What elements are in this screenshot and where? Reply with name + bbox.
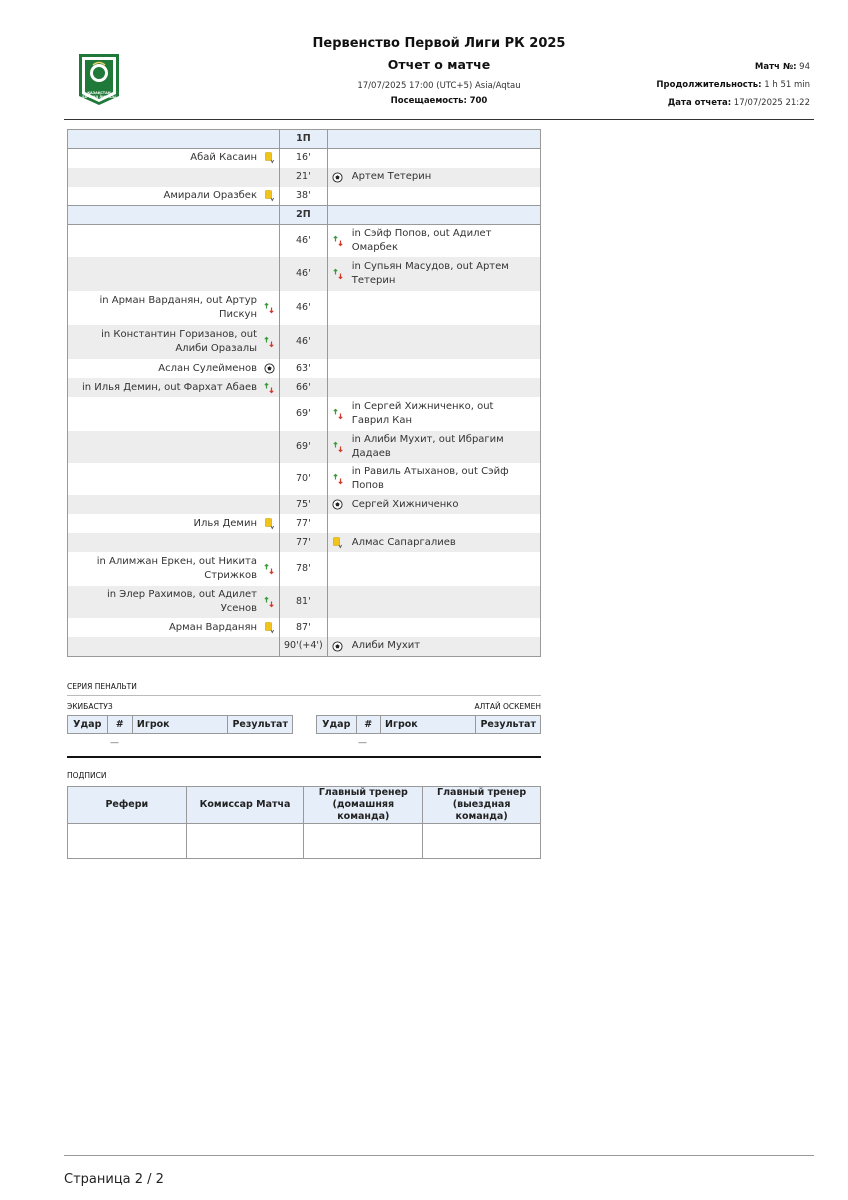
half-home-cell — [68, 130, 280, 149]
event-home-cell — [68, 463, 280, 495]
event-row — [68, 187, 541, 206]
event-away-text: in Сергей Хижниченко, out Гаврил Кан — [351, 401, 494, 426]
sign-col-commissioner: Комиссар Матча — [186, 787, 304, 824]
event-home-cell — [68, 431, 280, 463]
goal-icon — [332, 640, 344, 652]
substitution-icon — [263, 563, 275, 575]
pen-col-result: Результат — [476, 716, 541, 734]
event-row — [68, 637, 541, 656]
event-home-text: in Константин Горизанов, out Алиби Оразалы — [101, 329, 257, 354]
event-home-cell — [68, 533, 280, 552]
sign-col-referee: Рефери — [68, 787, 187, 824]
event-minute: 66' — [280, 378, 328, 397]
event-away-cell — [327, 533, 540, 552]
match-duration: Продолжительность: 1 h 51 min — [656, 80, 810, 90]
match-events-table — [67, 129, 541, 657]
event-minute: 70' — [280, 463, 328, 495]
event-home-cell — [68, 168, 280, 187]
event-minute: 38' — [280, 187, 328, 206]
event-row — [68, 397, 541, 431]
event-away-cell — [327, 397, 540, 431]
penalty-away-empty: — — [358, 738, 367, 748]
event-row — [68, 325, 541, 359]
half-label: 2П — [280, 206, 328, 225]
substitution-icon — [263, 336, 275, 348]
event-row — [68, 378, 541, 397]
event-away-text: Артем Тетерин — [351, 171, 432, 182]
event-row — [68, 586, 541, 618]
event-away-cell — [327, 495, 540, 514]
match-meta — [656, 62, 810, 116]
goal-icon — [332, 171, 344, 183]
event-home-cell — [68, 325, 280, 359]
pen-col-number: # — [356, 716, 381, 734]
sign-col-away-coach: Главный тренер (выездная команда) — [423, 787, 541, 824]
page-number: Страница 2 / 2 — [64, 1172, 164, 1187]
penalty-home-team: ЭКИБАСТУЗ — [67, 702, 113, 711]
event-minute: 77' — [280, 514, 328, 533]
event-home-text: in Элер Рахимов, out Адилет Усенов — [106, 589, 257, 614]
event-home-text: in Алимжан Еркен, out Никита Стрижков — [96, 556, 257, 581]
event-home-text: in Илья Демин, out Фархат Абаев — [81, 381, 257, 393]
logo-text-line2: БІРІНШІ ЛИГАСЫ — [82, 95, 116, 99]
substitution-icon — [332, 268, 344, 280]
section-divider — [67, 756, 541, 758]
event-home-cell — [68, 291, 280, 325]
event-row — [68, 291, 541, 325]
event-away-cell — [327, 463, 540, 495]
report-date: Дата отчета: 17/07/2025 21:22 — [667, 98, 810, 108]
signatures-section-title: ПОДПИСИ — [67, 771, 107, 780]
substitution-icon — [332, 473, 344, 485]
match-number: Матч №: 94 — [754, 62, 810, 72]
event-row — [68, 149, 541, 168]
event-home-cell — [68, 225, 280, 258]
event-row — [68, 495, 541, 514]
event-away-cell — [327, 552, 540, 586]
report-header — [64, 0, 814, 120]
substitution-icon — [332, 408, 344, 420]
attendance-value: 700 — [469, 96, 488, 106]
pen-col-player: Игрок — [132, 716, 228, 734]
sign-cell-referee — [68, 824, 187, 859]
event-away-text: in Супьян Масудов, out Артем Тетерин — [351, 261, 509, 286]
event-away-cell — [327, 291, 540, 325]
attendance-label: Посещаемость: — [390, 96, 467, 106]
event-minute: 63' — [280, 359, 328, 378]
report-subtitle: Отчет о матче — [387, 57, 491, 72]
event-home-cell — [68, 257, 280, 291]
event-away-text: in Равиль Атыханов, out Сэйф Попов — [351, 466, 509, 491]
penalty-home-empty: — — [110, 738, 119, 748]
event-home-text: Илья Демин — [193, 517, 257, 529]
match-datetime: 17/07/2025 17:00 (UTC+5) Asia/Aqtau — [357, 81, 521, 91]
pen-col-player: Игрок — [381, 716, 476, 734]
event-home-cell — [68, 359, 280, 378]
event-away-cell — [327, 586, 540, 618]
event-home-text: in Арман Варданян, out Артур Пискун — [99, 295, 257, 320]
event-minute: 46' — [280, 325, 328, 359]
logo-text-line1: ҚАЗАҚСТАН — [87, 91, 111, 95]
event-home-text: Амирали Оразбек — [163, 189, 257, 201]
substitution-icon — [332, 235, 344, 247]
event-row — [68, 533, 541, 552]
event-home-cell — [68, 378, 280, 397]
event-away-cell — [327, 618, 540, 637]
sign-col-home-coach: Главный тренер (домашняя команда) — [304, 787, 423, 824]
event-away-cell — [327, 431, 540, 463]
event-home-cell — [68, 552, 280, 586]
event-minute: 87' — [280, 618, 328, 637]
event-minute: 78' — [280, 552, 328, 586]
event-away-cell — [327, 225, 540, 258]
event-home-cell — [68, 637, 280, 656]
event-row — [68, 431, 541, 463]
event-row — [68, 225, 541, 258]
sign-cell-commissioner — [186, 824, 304, 859]
sign-cell-away-coach — [423, 824, 541, 859]
yellow-card-icon — [332, 537, 344, 549]
event-home-cell — [68, 586, 280, 618]
yellow-card-icon — [263, 190, 275, 202]
half-home-cell — [68, 206, 280, 225]
event-home-cell — [68, 397, 280, 431]
event-minute: 46' — [280, 225, 328, 258]
event-away-text: in Алиби Мухит, out Ибрагим Дадаев — [351, 434, 504, 459]
event-minute: 16' — [280, 149, 328, 168]
event-away-text: Алмас Сапаргалиев — [351, 536, 456, 548]
sign-cell-home-coach — [304, 824, 423, 859]
event-minute: 21' — [280, 168, 328, 187]
event-minute: 77' — [280, 533, 328, 552]
penalty-divider — [67, 695, 541, 696]
event-minute: 75' — [280, 495, 328, 514]
event-home-cell — [68, 149, 280, 168]
event-away-cell — [327, 325, 540, 359]
pen-col-number: # — [107, 716, 132, 734]
event-minute: 69' — [280, 431, 328, 463]
event-away-cell — [327, 187, 540, 206]
event-home-text: Абай Касаин — [190, 152, 257, 164]
event-home-cell — [68, 187, 280, 206]
event-away-text: in Сэйф Попов, out Адилет Омарбек — [351, 228, 492, 253]
event-home-text: Арман Варданян — [168, 621, 257, 633]
event-minute: 69' — [280, 397, 328, 431]
event-home-cell — [68, 514, 280, 533]
event-row — [68, 514, 541, 533]
pen-col-result: Результат — [228, 716, 293, 734]
substitution-icon — [263, 302, 275, 314]
event-row — [68, 257, 541, 291]
yellow-card-icon — [263, 622, 275, 634]
goal-icon — [332, 499, 344, 511]
event-home-cell — [68, 495, 280, 514]
substitution-icon — [263, 382, 275, 394]
event-home-text: Аслан Сулейменов — [158, 362, 257, 374]
penalty-table-home — [67, 715, 293, 734]
event-row — [68, 359, 541, 378]
pen-col-shot: Удар — [317, 716, 357, 734]
event-away-cell — [327, 637, 540, 656]
half-header-row — [68, 206, 541, 225]
yellow-card-icon — [263, 518, 275, 530]
event-away-cell — [327, 149, 540, 168]
event-minute: 46' — [280, 257, 328, 291]
event-minute: 46' — [280, 291, 328, 325]
event-minute: 81' — [280, 586, 328, 618]
event-row — [68, 168, 541, 187]
half-header-row — [68, 130, 541, 149]
penalty-section-title: СЕРИЯ ПЕНАЛЬТИ — [67, 682, 137, 691]
event-away-cell — [327, 378, 540, 397]
signatures-table — [67, 786, 541, 859]
footer-divider — [64, 1155, 814, 1156]
page-title: Первенство Первой Лиги РК 2025 — [312, 36, 566, 51]
event-home-cell — [68, 618, 280, 637]
event-row — [68, 463, 541, 495]
event-away-cell — [327, 514, 540, 533]
substitution-icon — [332, 441, 344, 453]
event-away-cell — [327, 168, 540, 187]
event-away-text: Сергей Хижниченко — [351, 498, 459, 510]
event-away-cell — [327, 257, 540, 291]
event-row — [68, 552, 541, 586]
substitution-icon — [263, 596, 275, 608]
half-label: 1П — [280, 130, 328, 149]
event-minute: 90'(+4') — [280, 637, 328, 656]
penalty-away-team: АЛТАЙ ОСКЕМЕН — [474, 702, 541, 711]
half-away-cell — [327, 130, 540, 149]
event-away-text: Алиби Мухит — [351, 640, 421, 652]
event-away-cell — [327, 359, 540, 378]
penalty-table-away — [316, 715, 541, 734]
yellow-card-icon — [263, 152, 275, 164]
half-away-cell — [327, 206, 540, 225]
event-row — [68, 618, 541, 637]
pen-col-shot: Удар — [68, 716, 108, 734]
goal-icon — [263, 363, 275, 375]
